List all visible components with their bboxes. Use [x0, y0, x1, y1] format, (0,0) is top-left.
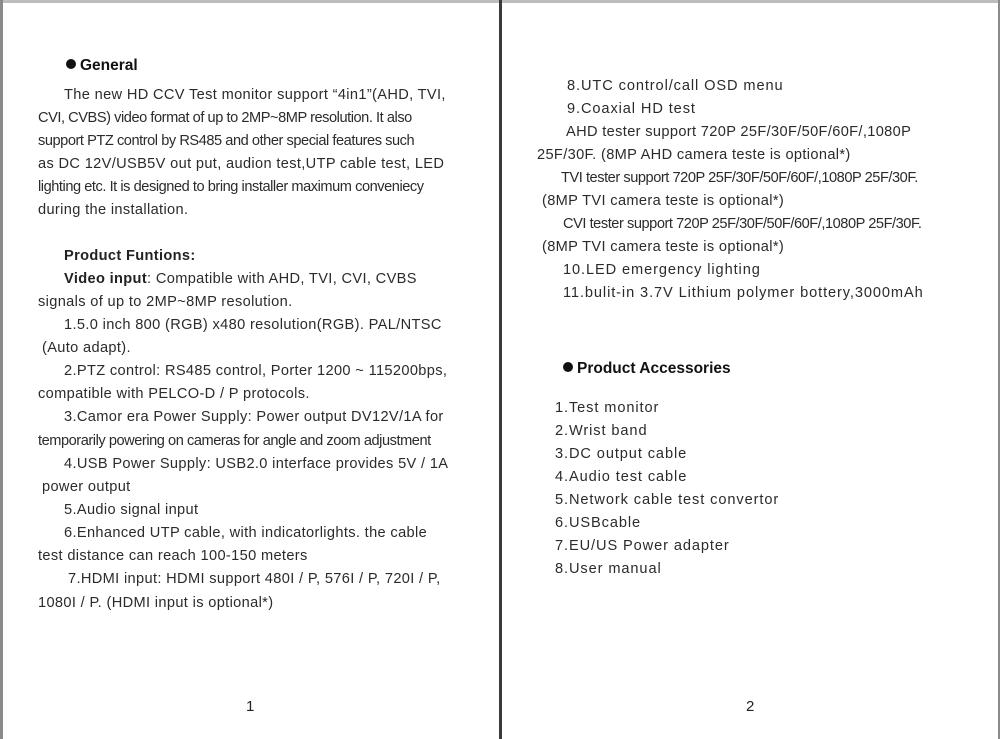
function-line: 1.5.0 inch 800 (RGB) x480 resolution(RGB). PAL/NTSC — [64, 317, 442, 333]
function-line: 8.UTC control/call OSD menu — [567, 78, 784, 94]
function-line: power output — [42, 479, 131, 495]
general-heading: General — [66, 57, 138, 75]
manual-page-2 — [502, 0, 998, 739]
general-line: as DC 12V/USB5V out put, audion test,UTP cable test, LED — [38, 156, 445, 172]
accessory-item: 5.Network cable test convertor — [555, 492, 780, 508]
general-line: during the installation. — [38, 202, 189, 218]
function-line: (Auto adapt). — [42, 340, 131, 356]
accessory-item: 2.Wrist band — [555, 423, 648, 439]
general-line: The new HD CCV Test monitor support “4in1”(AHD, TVI, — [64, 87, 446, 103]
video-input-text: : Compatible with AHD, TVI, CVI, CVBS — [147, 271, 417, 287]
video-input-line — [64, 270, 417, 288]
video-input-label: Video input — [64, 271, 148, 287]
general-line: lighting etc. It is designed to bring installer maximum conveniecy — [38, 179, 424, 195]
accessory-item: 8.User manual — [555, 561, 662, 577]
function-line: 7.HDMI input: HDMI support 480I / P, 576I / P, 720I / P, — [68, 571, 441, 587]
function-line: 25F/30F. (8MP AHD camera teste is optional*) — [537, 147, 851, 163]
function-line: compatible with PELCO-D / P protocols. — [38, 386, 310, 402]
function-line: 6.Enhanced UTP cable, with indicatorlights. the cable — [64, 525, 428, 541]
product-accessories-heading: Product Accessories — [563, 360, 731, 378]
function-line: 10.LED emergency lighting — [563, 262, 761, 278]
function-line: 11.bulit-in 3.7V Lithium polymer bottery,3000mAh — [563, 285, 924, 301]
manual-page-1 — [0, 0, 499, 739]
accessory-item: 3.DC output cable — [555, 446, 688, 462]
bullet-icon — [66, 59, 76, 69]
function-line: 1080I / P. (HDMI input is optional*) — [38, 595, 274, 611]
function-line: AHD tester support 720P 25F/30F/50F/60F/,1080P — [566, 124, 912, 140]
page-number: 2 — [746, 698, 755, 715]
function-line: test distance can reach 100-150 meters — [38, 548, 308, 564]
function-line: 4.USB Power Supply: USB2.0 interface provides 5V / 1A — [64, 456, 449, 472]
function-line: (8MP TVI camera teste is optional*) — [542, 239, 785, 255]
general-line: CVI, CVBS) video format of up to 2MP~8MP resolution. It also — [38, 110, 412, 126]
accessory-item: 4.Audio test cable — [555, 469, 688, 485]
accessory-item: 6.USBcable — [555, 515, 642, 531]
function-line: 5.Audio signal input — [64, 502, 199, 518]
page-number: 1 — [246, 698, 255, 715]
accessory-item: 7.EU/US Power adapter — [555, 538, 730, 554]
general-line: support PTZ control by RS485 and other special features such — [38, 133, 415, 149]
function-line: 9.Coaxial HD test — [567, 101, 696, 117]
function-line: 3.Camor era Power Supply: Power output DV12V/1A for — [64, 409, 444, 425]
function-line: CVI tester support 720P 25F/30F/50F/60F/,1080P 25F/30F. — [563, 216, 922, 232]
function-line: 2.PTZ control: RS485 control, Porter 1200 ~ 115200bps, — [64, 363, 448, 379]
function-line: signals of up to 2MP~8MP resolution. — [38, 294, 293, 310]
accessory-item: 1.Test monitor — [555, 400, 660, 416]
function-line: (8MP TVI camera teste is optional*) — [542, 193, 785, 209]
bullet-icon — [563, 362, 573, 372]
function-line: TVI tester support 720P 25F/30F/50F/60F/,1080P 25F/30F. — [561, 170, 918, 186]
product-functions-heading: Product Funtions: — [64, 248, 196, 264]
function-line: temporarily powering on cameras for angle and zoom adjustment — [38, 433, 431, 449]
